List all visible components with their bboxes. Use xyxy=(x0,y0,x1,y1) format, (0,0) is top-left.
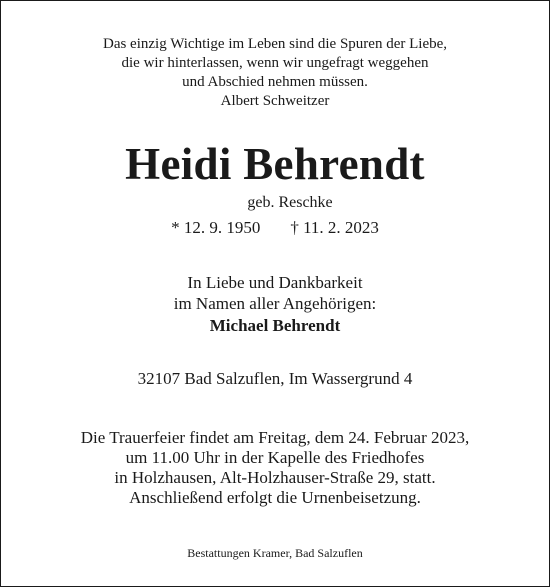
quote-line: die wir hinterlassen, wenn wir ungefragt weggehen xyxy=(121,55,429,71)
birth-date: * 12. 9. 1950 xyxy=(171,218,261,237)
mourners-block xyxy=(0,272,550,314)
ceremony-line: Anschließend erfolgt die Urnenbeisetzung. xyxy=(129,488,421,507)
quote-author: Albert Schweitzer xyxy=(220,93,330,109)
ceremony-line: um 11.00 Uhr in der Kapelle des Friedhofes xyxy=(125,448,425,467)
maiden-name: geb. Reschke xyxy=(247,194,333,211)
family-address: 32107 Bad Salzuflen, Im Wassergrund 4 xyxy=(137,369,413,388)
deceased-name: Heidi Behrendt xyxy=(125,139,425,189)
ceremony-block xyxy=(0,428,550,508)
undertaker-credit: Bestattungen Kramer, Bad Salzuflen xyxy=(187,546,363,560)
quote-line: Das einzig Wichtige im Leben sind die Spuren der Liebe, xyxy=(102,36,448,52)
life-dates xyxy=(0,217,550,239)
quote-block xyxy=(0,35,550,111)
mourners-line: In Liebe und Dankbarkeit xyxy=(187,273,363,292)
ceremony-line: Die Trauerfeier findet am Freitag, dem 24. Februar 2023, xyxy=(80,428,470,447)
death-date: † 11. 2. 2023 xyxy=(290,218,379,237)
ceremony-line: in Holzhausen, Alt-Holzhauser-Straße 29, statt. xyxy=(114,468,436,487)
mourners-line: im Namen aller Angehörigen: xyxy=(173,294,377,313)
quote-line: und Abschied nehmen müssen. xyxy=(182,74,368,90)
signer-name: Michael Behrendt xyxy=(209,316,341,335)
